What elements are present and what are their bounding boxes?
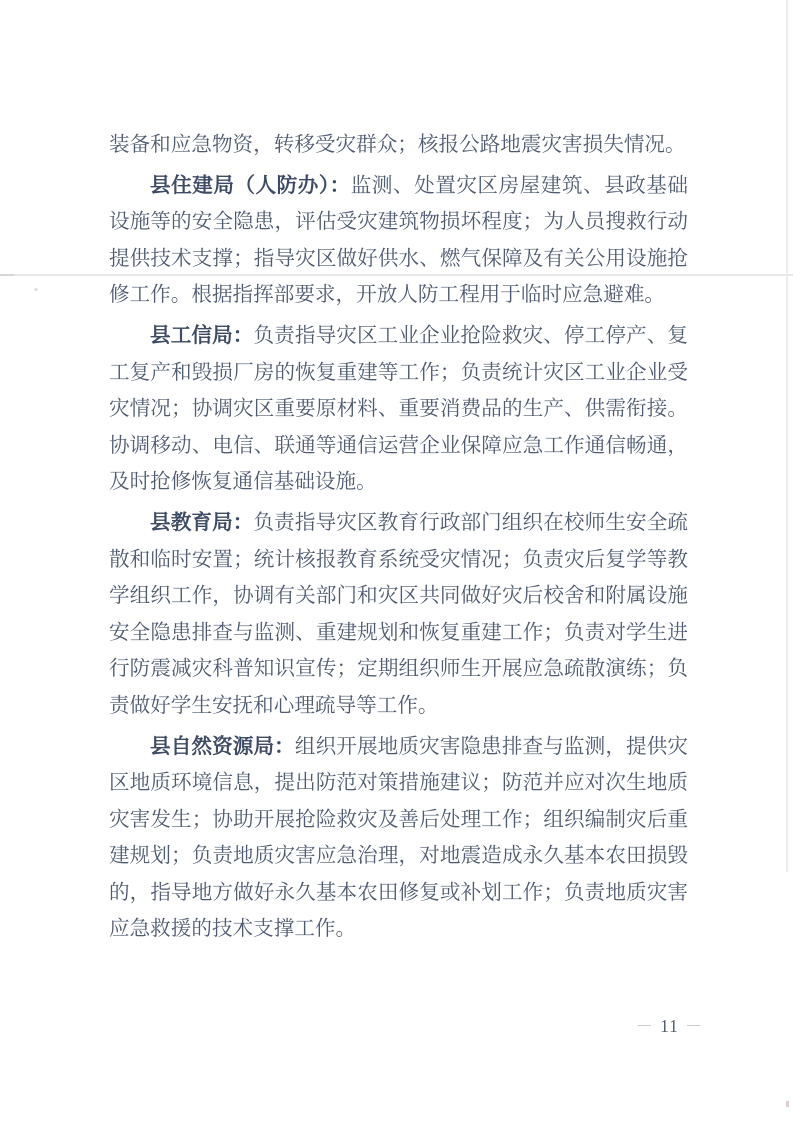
scan-artifact-vertical-line xyxy=(786,0,788,872)
paragraph-body: 组织开展地质灾害隐患排查与监测，提供灾区地质环境信息，提出防范对策措施建议；防范并应对次生地质灾害发生；协助开展抢险救灾及善后处理工作；组织编制灾后重建规划；负责地质灾害应急治理，对地震造成永久基本农田损毁的，指导地方做好永久基本农田修复或补划工作；负责地质灾害应急救援的技术支撑工作。 xyxy=(109,735,688,941)
paragraph-heading: 县自然资源局： xyxy=(150,735,295,758)
paragraph xyxy=(109,505,688,725)
page-number xyxy=(612,1014,727,1038)
scan-speck xyxy=(786,1101,789,1107)
paragraph-heading: 县工信局： xyxy=(150,324,254,347)
document-body xyxy=(109,127,688,952)
paragraph-continuation: 装备和应急物资，转移受灾群众；核报公路地震灾害损失情况。 xyxy=(109,134,686,156)
paragraph-list xyxy=(109,168,688,948)
paragraph-heading: 县教育局： xyxy=(150,511,254,534)
paragraph xyxy=(109,318,688,501)
paragraph-heading: 县住建局（人防办）： xyxy=(150,174,351,197)
scan-speck xyxy=(34,288,38,291)
page-number-right-dash: － xyxy=(684,1016,704,1036)
page-number-left-dash: － xyxy=(635,1016,655,1036)
paragraph-body: 负责指导灾区工业企业抢险救灾、停工停产、复工复产和毁损厂房的恢复重建等工作；负责统计灾区工业企业受灾情况；协调灾区重要原材料、重要消费品的生产、供需衔接。协调移动、电信、联通等通信运营企业保障应急工作通信畅通，及时抢修恢复通信基础设施。 xyxy=(109,324,689,494)
page-number-value: 11 xyxy=(660,1016,679,1036)
paragraph xyxy=(109,168,688,314)
paragraph-body: 负责指导灾区教育行政部门组织在校师生安全疏散和临时安置；统计核报教育系统受灾情况；负责灾后复学等教学组织工作，协调有关部门和灾区共同做好灾后校舍和附属设施安全隐患排查与监测、重建规划和恢复重建工作；负责对学生进行防震减灾科普知识宣传；定期组织师生开展应急疏散演练；负责做好学生安抚和心理疏导等工作。 xyxy=(109,511,689,717)
paragraph xyxy=(109,729,688,949)
paragraph-body: 监测、处置灾区房屋建筑、县政基础设施等的安全隐患，评估受灾建筑物损坏程度；为人员搜救行动提供技术支撑；指导灾区做好供水、燃气保障及有关公用设施抢修工作。根据指挥部要求，开放人防工程用于临时应急避难。 xyxy=(109,174,688,307)
